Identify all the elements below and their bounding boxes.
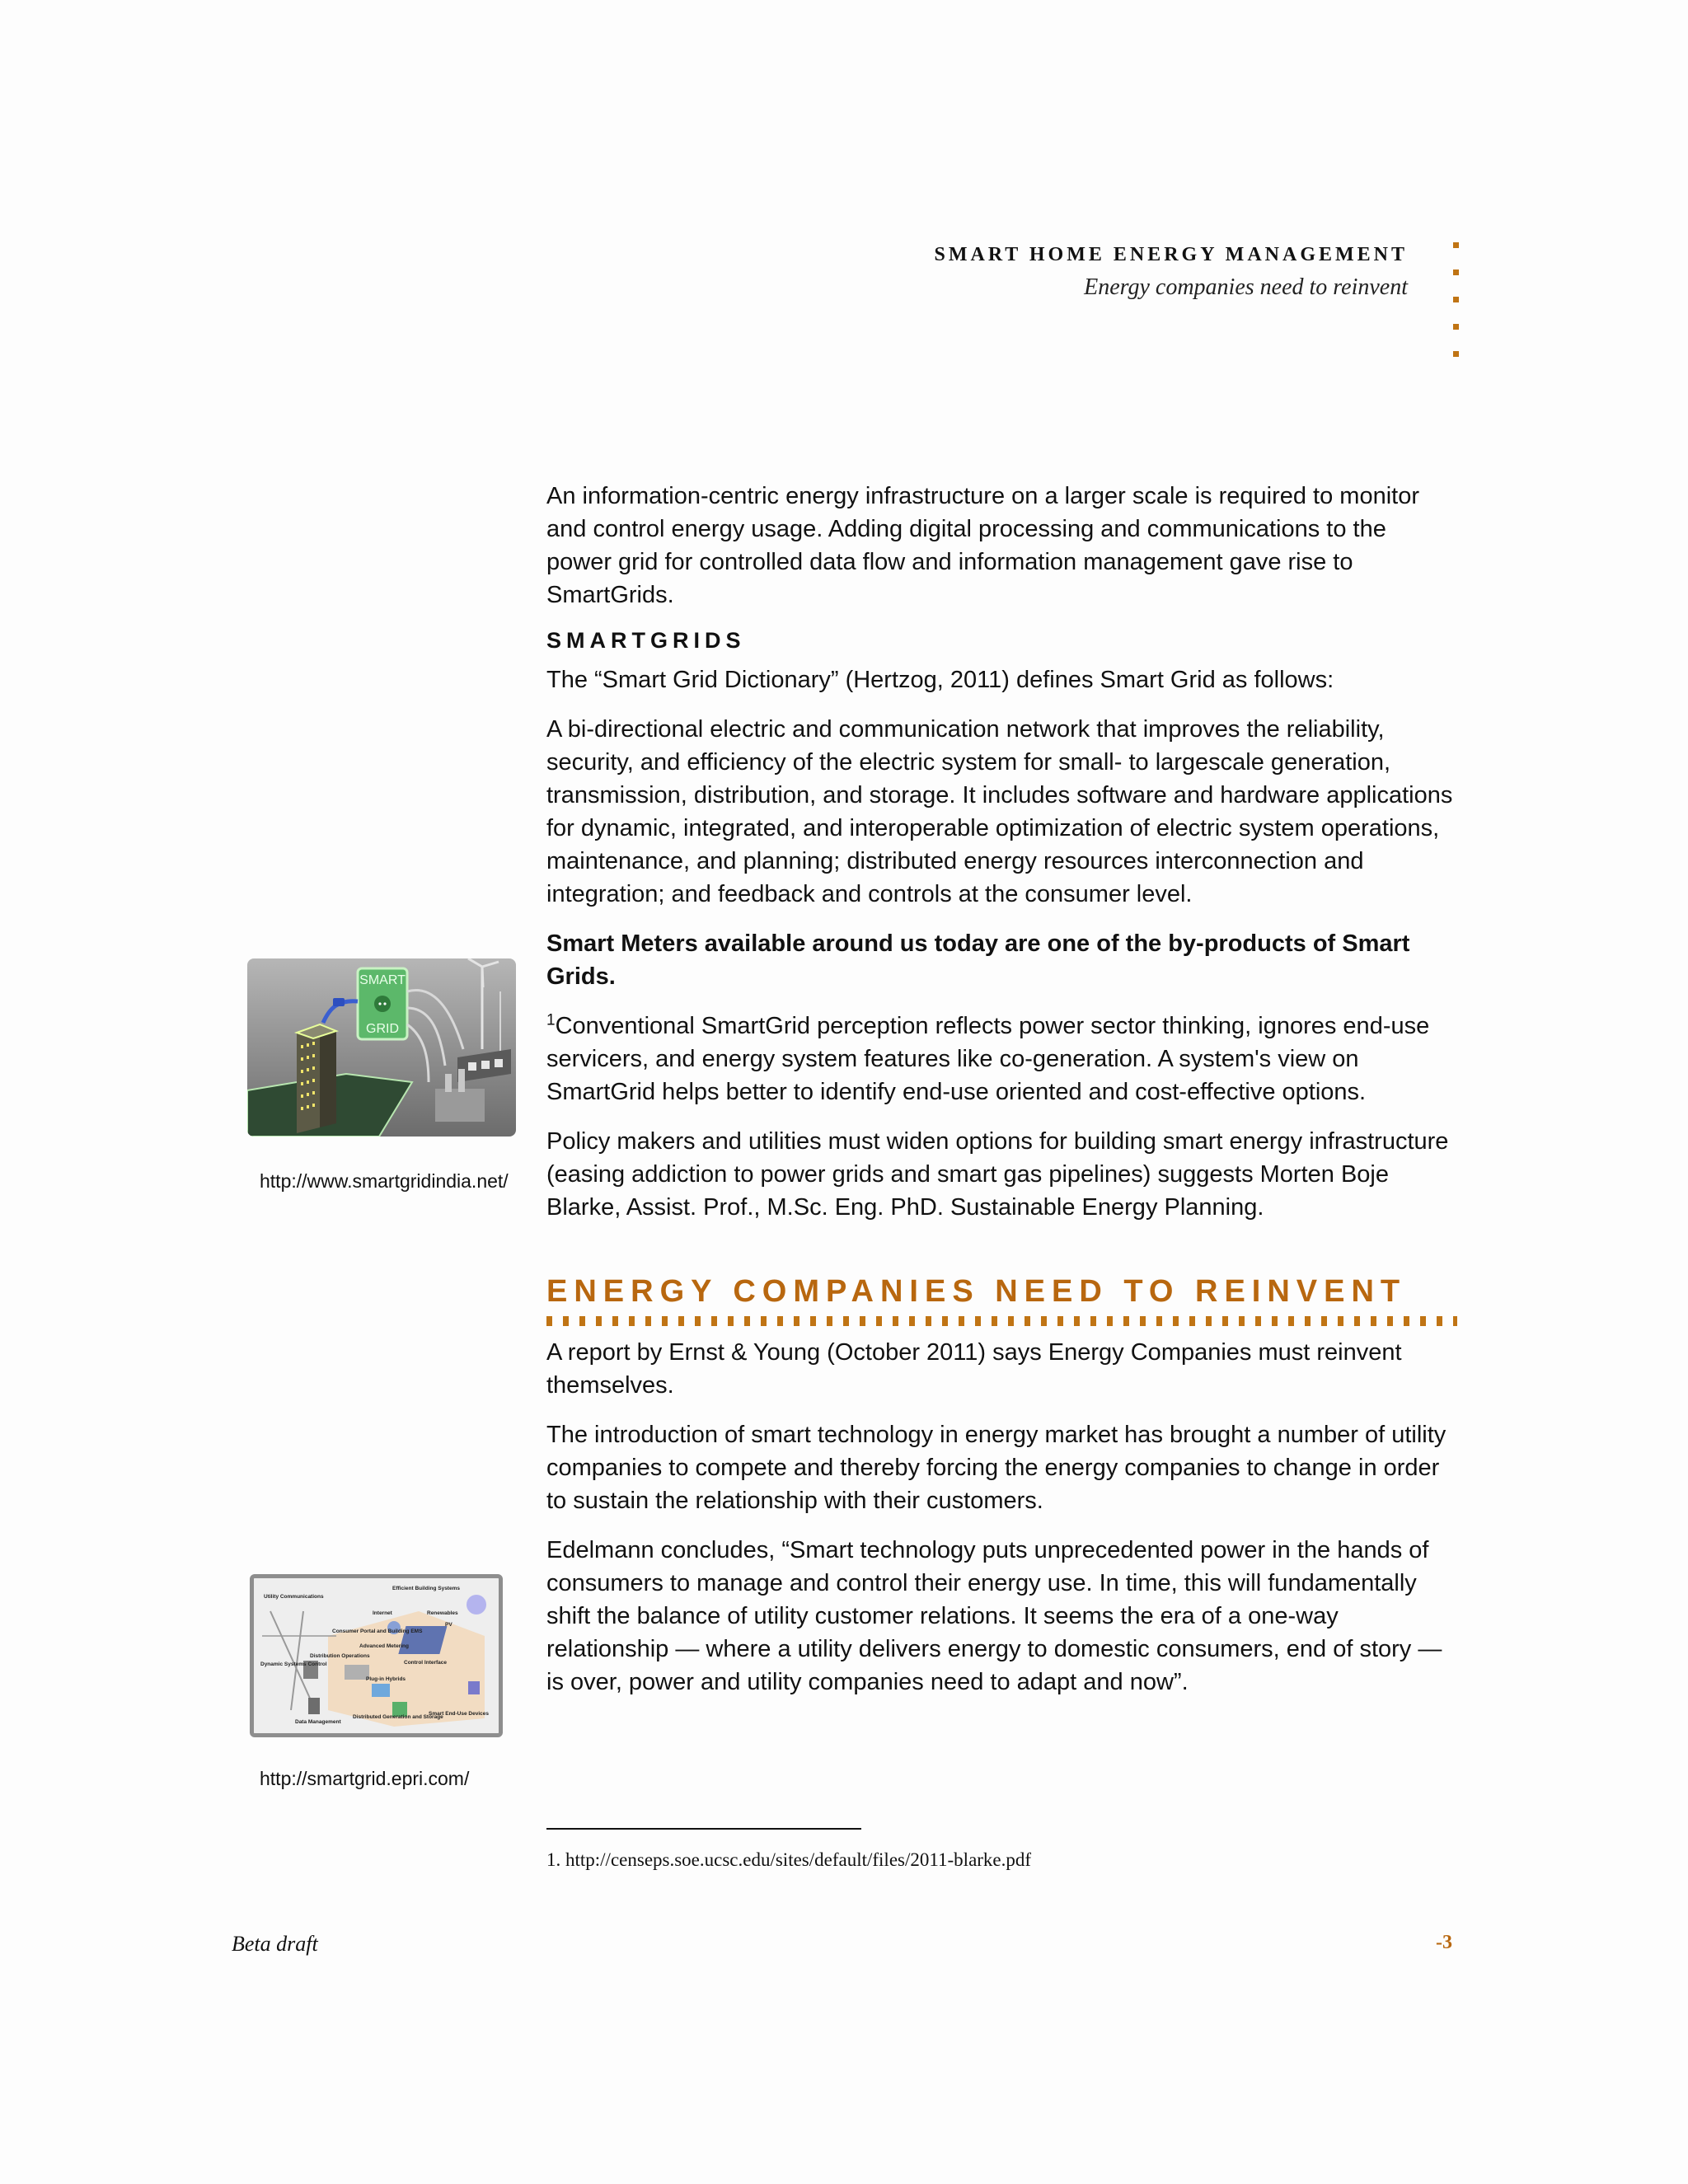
grid-label: GRID [366, 1022, 399, 1036]
perception-paragraph [546, 1010, 1457, 1108]
diagram-label-renewables: Renewables [427, 1610, 458, 1616]
diagram-label-plug-in-hybrids: Plug-in Hybrids [366, 1676, 406, 1682]
diagram-label-efficient-building: Efficient Building Systems [392, 1586, 460, 1591]
main-text-column [546, 480, 1457, 1715]
footer-draft-label: Beta draft [232, 1932, 318, 1956]
reinvent-heading: ENERGY COMPANIES NEED TO REINVENT [546, 1274, 1407, 1309]
epri-smart-grid-diagram [250, 1574, 503, 1737]
footnote-separator [546, 1828, 861, 1830]
diagram-label-internet: Internet [373, 1610, 392, 1616]
page-number: -3 [1436, 1932, 1452, 1953]
intro-paragraph: An information-centric energy infrastructure on a larger scale is required to monitor and control energy usage. Adding digital processing and communications to the power grid for controlled data flow and information management gave rise to SmartGrids. [546, 483, 1419, 608]
diagram-label-smart-end-use: Smart End-Use Devices [429, 1711, 489, 1717]
reinvent-paragraph-3: Edelmann concludes, “Smart technology puts unprecedented power in the hands of consumers to manage and control their energy use. In time, this will fundamentally shift the balance of utility customer relations. It seems the era of a one-way relationship — where a utility delivers energy to domestic consumers, end of story — is over, power and utility companies need to adapt and now”. [546, 1537, 1442, 1695]
footnote-1[interactable]: 1. http://censeps.soe.ucsc.edu/sites/default/files/2011-blarke.pdf [546, 1849, 1032, 1870]
smartgrids-heading: SMARTGRIDS [546, 628, 746, 653]
policy-paragraph: Policy makers and utilities must widen options for building smart energy infrastructure (easing addiction to power grids and smart gas pipelines) suggests Morten Boje Blarke, Assist. Prof., M.Sc. Eng. PhD. Sustainable Energy Planning. [546, 1128, 1449, 1221]
smart-meters-statement: Smart Meters available around us today are one of the by-products of Smart Grids. [546, 930, 1410, 990]
running-header-subtitle: Energy companies need to reinvent [1084, 274, 1408, 300]
reinvent-paragraph-2: The introduction of smart technology in energy market has brought a number of utility companies to compete and thereby forcing the energy companies to change in order to sustain the relationship with their customers. [546, 1422, 1447, 1514]
smart-grid-illustration [247, 958, 516, 1137]
image-caption-epri[interactable]: http://smartgrid.epri.com/ [260, 1768, 470, 1789]
definition-paragraph: A bi-directional electric and communication network that improves the reliability, security, and efficiency of the electric system for small- to largescale generation, transmission, distribution, and storage. It includes software and hardware applications for dynamic, integrated, and interoperable optimization of electric system operations, maintenance, and planning; distributed energy resources interconnection and integration; and feedback and controls at the consumer level. [546, 716, 1453, 907]
definition-intro: The “Smart Grid Dictionary” (Hertzog, 2011) defines Smart Grid as follows: [546, 667, 1334, 693]
reinvent-paragraph-1: A report by Ernst & Young (October 2011) says Energy Companies must reinvent themselves. [546, 1339, 1402, 1399]
diagram-label-data-management: Data Management [295, 1719, 341, 1725]
footnote-marker[interactable]: 1 [546, 1011, 556, 1029]
diagram-label-utility-communications: Utility Communications [264, 1594, 324, 1600]
image-caption-smartgridindia[interactable]: http://www.smartgridindia.net/ [260, 1170, 509, 1192]
running-header [934, 244, 1408, 301]
diagram-label-dynamic-systems: Dynamic Systems Control [260, 1661, 327, 1667]
header-dot-column [1453, 242, 1459, 378]
diagram-label-control-interface: Control Interface [404, 1660, 448, 1666]
diagram-label-consumer-portal: Consumer Portal and Building EMS [332, 1629, 423, 1634]
perception-text: Conventional SmartGrid perception reflects power sector thinking, ignores end-use servicers, and energy system features like co-generation. A system's view on SmartGrid helps better to identify end-use oriented and cost-effective options. [546, 1013, 1430, 1105]
running-header-title: SMART HOME ENERGY MANAGEMENT [934, 244, 1408, 265]
diagram-label-advanced-metering: Advanced Metering [359, 1643, 409, 1649]
diagram-label-distributed-generation: Distributed Generation and Storage [353, 1714, 443, 1720]
dotted-rule [546, 1316, 1457, 1326]
diagram-label-distribution-operations: Distribution Operations [310, 1653, 370, 1659]
diagram-label-pv: PV [445, 1622, 452, 1628]
smart-label: SMART [359, 973, 406, 987]
